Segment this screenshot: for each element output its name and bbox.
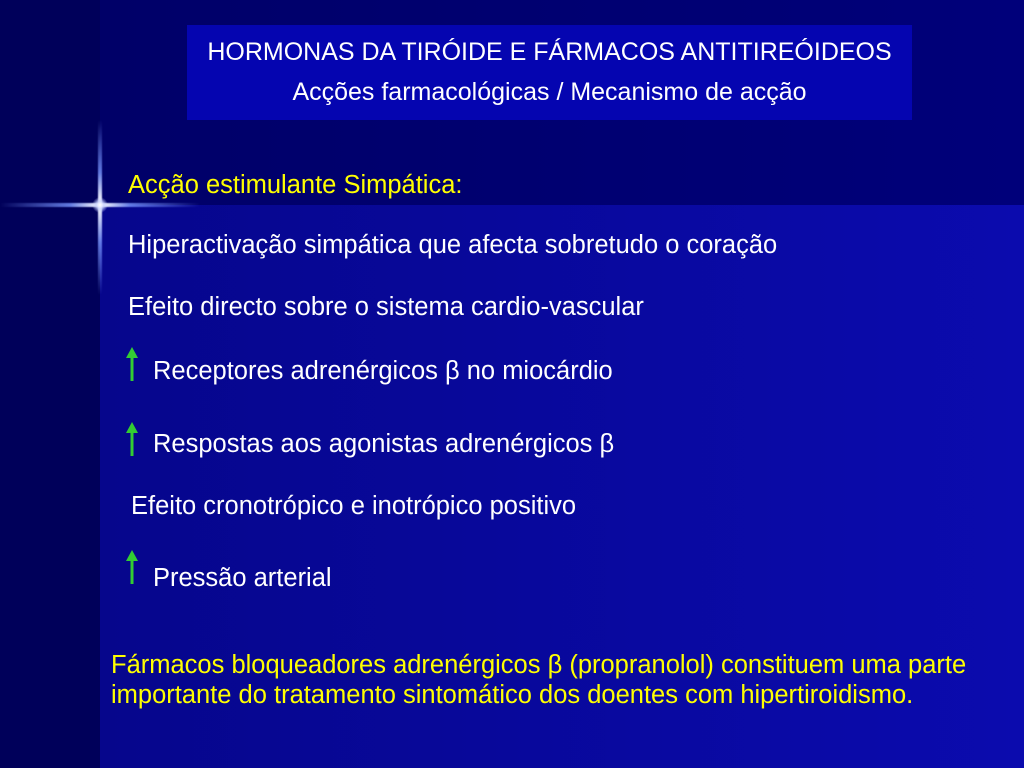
star-flare-icon [92,197,108,213]
body-line-chronotropic: Efeito cronotrópico e inotrópico positivo [131,492,577,520]
arrow-up-icon [125,347,139,381]
conclusion-line-2: importante do tratamento sintomático dos doentes com hipertiroidismo. [111,681,914,709]
body-line-direct-effect: Efeito directo sobre o sistema cardio-vascular [128,293,644,321]
conclusion-line-1: Fármacos bloqueadores adrenérgicos β (propranolol) constituem uma parte [111,651,967,679]
arrow-up-icon [125,422,139,456]
section-heading: Acção estimulante Simpática: [128,171,463,199]
arrow-up-icon [125,550,139,584]
item-blood-pressure: Pressão arterial [153,564,332,592]
item-agonist-responses: Respostas aos agonistas adrenérgicos β [153,430,615,458]
item-receptors: Receptores adrenérgicos β no miocárdio [153,357,613,385]
slide-subtitle: Acções farmacológicas / Mecanismo de acção [292,78,807,106]
slide-title-box [187,25,912,120]
body-line-hyperactivation: Hiperactivação simpática que afecta sobretudo o coração [128,231,778,259]
slide-title: HORMONAS DA TIRÓIDE E FÁRMACOS ANTITIREÓIDEOS [207,38,892,66]
